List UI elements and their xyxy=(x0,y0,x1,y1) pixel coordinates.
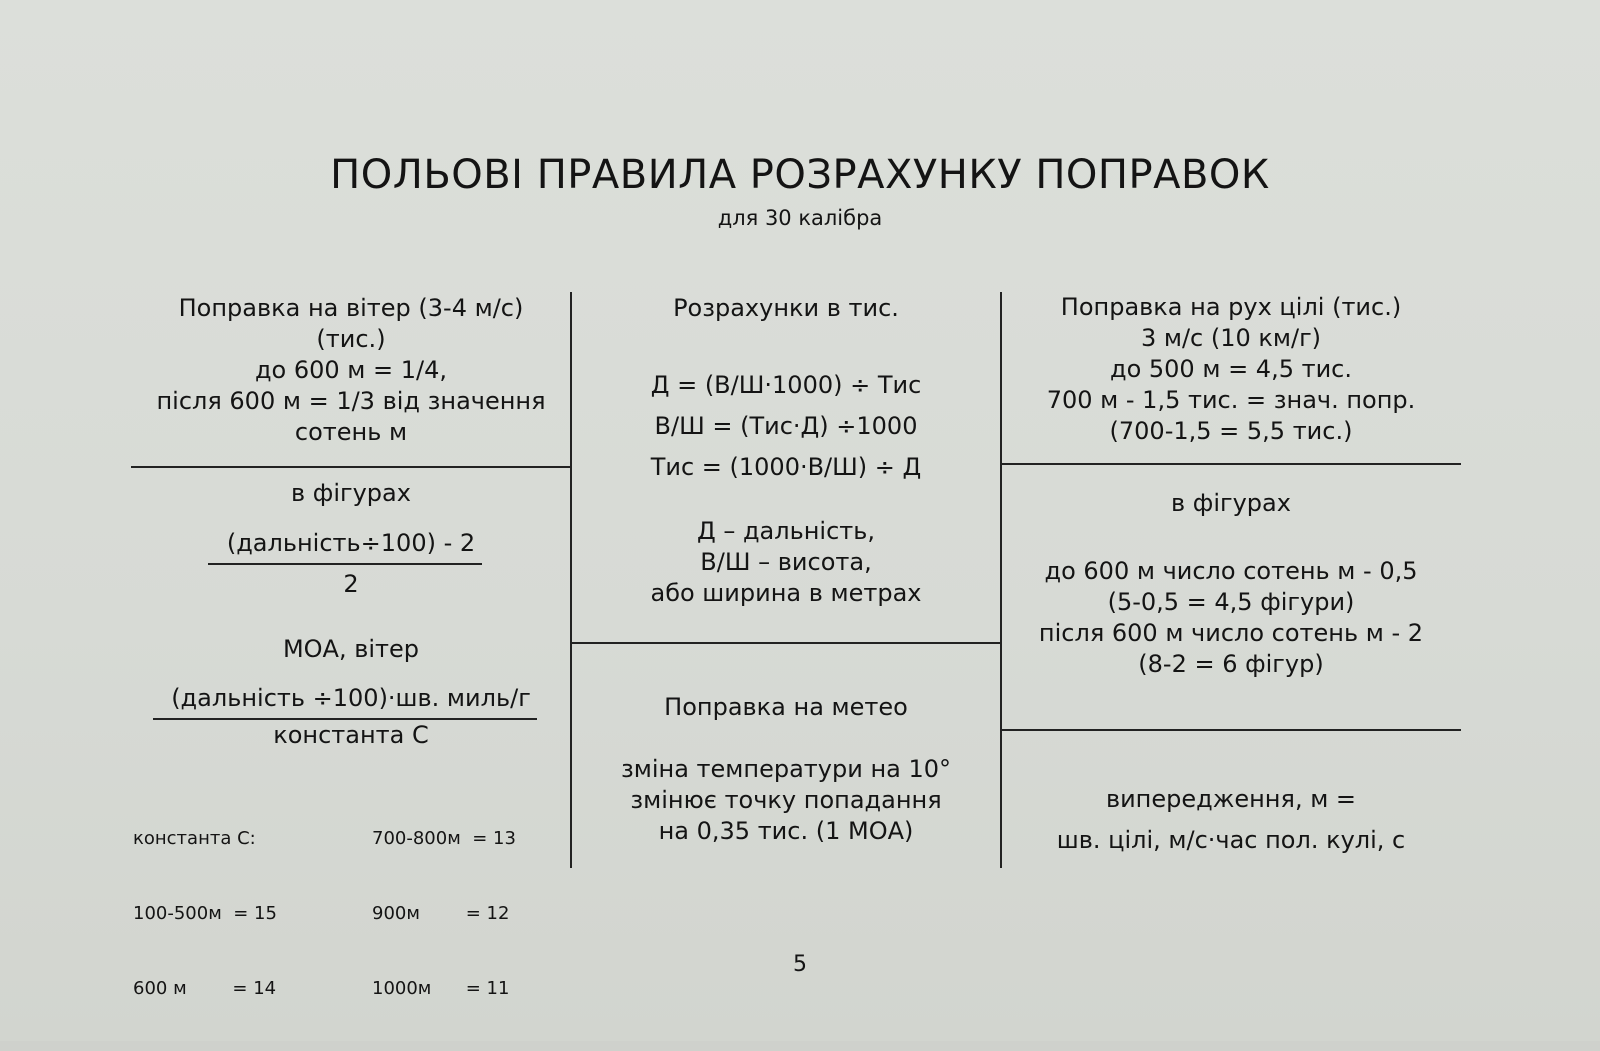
figures-line: до 600 м число сотень м - 0,5 xyxy=(1044,557,1418,585)
meteo-heading: Поправка на метео xyxy=(664,693,908,721)
right-row-divider-2 xyxy=(1001,729,1461,731)
page-number: 5 xyxy=(793,952,807,977)
lead-block xyxy=(1001,779,1461,861)
constant-table-col2 xyxy=(372,776,516,1051)
wind-correction-block xyxy=(131,293,571,448)
formula-mils: Тис = (1000·В/Ш) ÷ Д xyxy=(650,453,922,481)
figures-line: (5-0,5 = 4,5 фігури) xyxy=(1107,588,1355,616)
constant-row: 700-800м = 13 xyxy=(372,828,516,849)
left-figures-numerator: (дальність÷100) - 2 xyxy=(226,529,476,557)
page-title: ПОЛЬОВІ ПРАВИЛА РОЗРАХУНКУ ПОПРАВОК xyxy=(330,152,1270,198)
wind-line: після 600 м = 1/3 від значення xyxy=(156,387,546,415)
constant-table-col1 xyxy=(133,776,277,1051)
middle-row-divider xyxy=(571,642,1001,644)
right-row-divider-1 xyxy=(1001,463,1461,465)
moa-numerator: (дальність ÷100)·шв. миль/г xyxy=(171,684,531,712)
formula-legend xyxy=(571,516,1001,609)
motion-line: Поправка на рух цілі (тис.) xyxy=(1060,293,1402,321)
meteo-line: на 0,35 тис. (1 МОА) xyxy=(658,817,914,845)
wind-line: сотень м xyxy=(294,418,408,446)
lead-line: випередження, м = xyxy=(1105,785,1357,813)
constant-row: 1000м = 11 xyxy=(372,978,510,999)
constant-row: 600 м = 14 xyxy=(133,978,277,999)
legend-line: або ширина в метрах xyxy=(650,579,922,607)
figures-line: після 600 м число сотень м - 2 xyxy=(1038,619,1424,647)
left-figures-fraction-bar xyxy=(208,563,482,565)
motion-line: 3 м/с (10 км/г) xyxy=(1140,324,1322,352)
meteo-line: зміна температури на 10° xyxy=(620,755,952,783)
calculations-heading: Розрахунки в тис. xyxy=(673,294,899,322)
constant-row: 900м = 12 xyxy=(372,903,510,924)
lead-line: шв. цілі, м/с·час пол. кулі, с xyxy=(1056,826,1406,854)
constant-row: константа С: xyxy=(133,828,256,849)
left-figures-denominator: 2 xyxy=(343,570,359,598)
right-figures-heading: в фігурах xyxy=(1171,489,1291,517)
motion-line: до 500 м = 4,5 тис. xyxy=(1109,355,1352,383)
target-motion-block xyxy=(1001,292,1461,447)
meteo-block xyxy=(571,754,1001,847)
page-subtitle: для 30 калібра xyxy=(717,206,883,230)
right-figures-block xyxy=(1001,556,1461,680)
wind-line: (тис.) xyxy=(316,325,386,353)
wind-line: Поправка на вітер (3-4 м/с) xyxy=(178,294,524,322)
legend-line: Д – дальність, xyxy=(696,517,876,545)
meteo-line: змінює точку попадання xyxy=(630,786,942,814)
figures-line: (8-2 = 6 фігур) xyxy=(1138,650,1324,678)
motion-line: (700-1,5 = 5,5 тис.) xyxy=(1109,417,1353,445)
wind-line: до 600 м = 1/4, xyxy=(254,356,448,384)
left-row-divider xyxy=(131,466,571,468)
motion-line: 700 м - 1,5 тис. = знач. попр. xyxy=(1046,386,1416,414)
legend-line: В/Ш – висота, xyxy=(700,548,872,576)
moa-heading: МОА, вітер xyxy=(282,635,420,663)
formula-range: Д = (В/Ш·1000) ÷ Тис xyxy=(650,371,922,399)
moa-denominator: константа С xyxy=(273,721,429,749)
constant-row: 100-500м = 15 xyxy=(133,903,277,924)
left-figures-heading: в фігурах xyxy=(291,479,411,507)
formula-size: В/Ш = (Тис·Д) ÷1000 xyxy=(654,412,918,440)
